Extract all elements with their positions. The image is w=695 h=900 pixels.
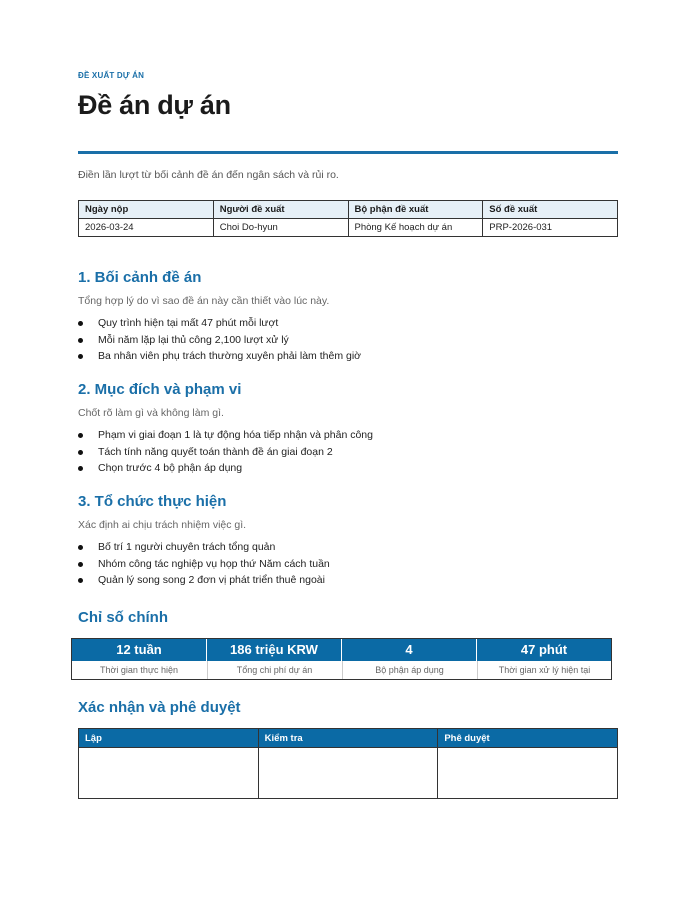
kpi-value: 12 tuần <box>72 639 206 661</box>
bullet-icon <box>78 578 83 583</box>
proposal-info-table <box>78 200 618 237</box>
bullet-icon <box>78 321 83 326</box>
list-item <box>78 539 618 556</box>
list-item <box>78 556 618 573</box>
kpi-card <box>72 639 206 679</box>
section-organization <box>78 491 618 589</box>
bullet-list <box>78 427 618 477</box>
section-title: 1. Bối cảnh đề án <box>78 269 202 286</box>
kpi-value: 186 triệu KRW <box>207 639 341 661</box>
kpi-value: 4 <box>342 639 476 661</box>
signature-cell-prepared[interactable] <box>79 748 259 799</box>
title-divider <box>78 151 618 154</box>
document-type-label: ĐỀ XUẤT DỰ ÁN <box>78 71 145 80</box>
list-item-text: Mỗi năm lặp lại thủ công 2,100 lượt xử lý <box>98 333 289 346</box>
kpi-strip <box>71 638 612 680</box>
intro-text: Điền lần lượt từ bối cảnh đề án đến ngân sách và rủi ro. <box>78 169 339 181</box>
section-title: 2. Mục đích và phạm vi <box>78 381 242 398</box>
list-item <box>78 572 618 589</box>
kpi-label: Tổng chi phí dự án <box>207 661 341 679</box>
cell-submit-date: 2026-03-24 <box>79 219 214 237</box>
cell-proposer: Choi Do-hyun <box>213 219 348 237</box>
kpi-label: Bộ phận áp dụng <box>342 661 476 679</box>
approval-column-reviewed: Kiểm tra <box>258 729 438 748</box>
bullet-icon <box>78 338 83 343</box>
bullet-icon <box>78 450 83 455</box>
bullet-icon <box>78 354 83 359</box>
list-item <box>78 315 618 332</box>
header-department: Bộ phận đề xuất <box>348 201 483 219</box>
section-title: 3. Tổ chức thực hiện <box>78 493 227 510</box>
bullet-list <box>78 539 618 589</box>
signature-cell-reviewed[interactable] <box>258 748 438 799</box>
list-item-text: Chọn trước 4 bộ phận áp dụng <box>98 462 243 474</box>
section-description: Xác định ai chịu trách nhiệm việc gì. <box>78 519 247 531</box>
kpi-card <box>476 639 611 679</box>
bullet-icon <box>78 466 83 471</box>
section-purpose-scope <box>78 379 618 477</box>
list-item <box>78 444 618 461</box>
kpi-section-title: Chỉ số chính <box>78 609 168 626</box>
kpi-card <box>341 639 476 679</box>
cell-proposal-number: PRP-2026-031 <box>483 219 618 237</box>
list-item <box>78 460 618 477</box>
header-submit-date: Ngày nộp <box>79 201 214 219</box>
approval-section-title: Xác nhận và phê duyệt <box>78 699 241 716</box>
list-item-text: Quản lý song song 2 đơn vị phát triển thuê ngoài <box>98 574 325 586</box>
approval-table <box>78 728 618 799</box>
bullet-icon <box>78 562 83 567</box>
approval-column-prepared: Lập <box>79 729 259 748</box>
cell-department: Phòng Kế hoạch dự án <box>348 219 483 237</box>
section-description: Chốt rõ làm gì và không làm gì. <box>78 407 224 419</box>
signature-cell-approved[interactable] <box>438 748 618 799</box>
section-background <box>78 267 618 365</box>
header-proposal-number: Số đề xuất <box>483 201 618 219</box>
list-item <box>78 427 618 444</box>
list-item-text: Ba nhân viên phụ trách thường xuyên phải làm thêm giờ <box>98 350 362 362</box>
kpi-label: Thời gian thực hiện <box>72 661 206 679</box>
bullet-icon <box>78 433 83 438</box>
table-row <box>79 219 618 237</box>
list-item-text: Bố trí 1 người chuyên trách tổng quản <box>98 541 276 553</box>
table-header-row <box>79 201 618 219</box>
list-item-text: Phạm vi giai đoạn 1 là tự động hóa tiếp nhận và phân công <box>98 429 373 441</box>
approval-column-approved: Phê duyệt <box>438 729 618 748</box>
bullet-icon <box>78 545 83 550</box>
list-item-text: Tách tính năng quyết toán thành đề án giai đoạn 2 <box>98 445 333 458</box>
section-description: Tổng hợp lý do vì sao đề án này cần thiết vào lúc này. <box>78 295 330 307</box>
approval-header-row <box>79 729 618 748</box>
list-item-text: Quy trình hiện tại mất 47 phút mỗi lượt <box>98 317 279 329</box>
page-title: Đề án dự án <box>78 90 231 120</box>
list-item-text: Nhóm công tác nghiệp vụ họp thứ Năm cách tuần <box>98 557 330 570</box>
signature-row <box>79 748 618 799</box>
bullet-list <box>78 315 618 365</box>
kpi-label: Thời gian xử lý hiện tại <box>477 661 611 679</box>
list-item <box>78 348 618 365</box>
kpi-card <box>206 639 341 679</box>
kpi-value: 47 phút <box>477 639 611 661</box>
header-proposer: Người đề xuất <box>213 201 348 219</box>
list-item <box>78 332 618 349</box>
